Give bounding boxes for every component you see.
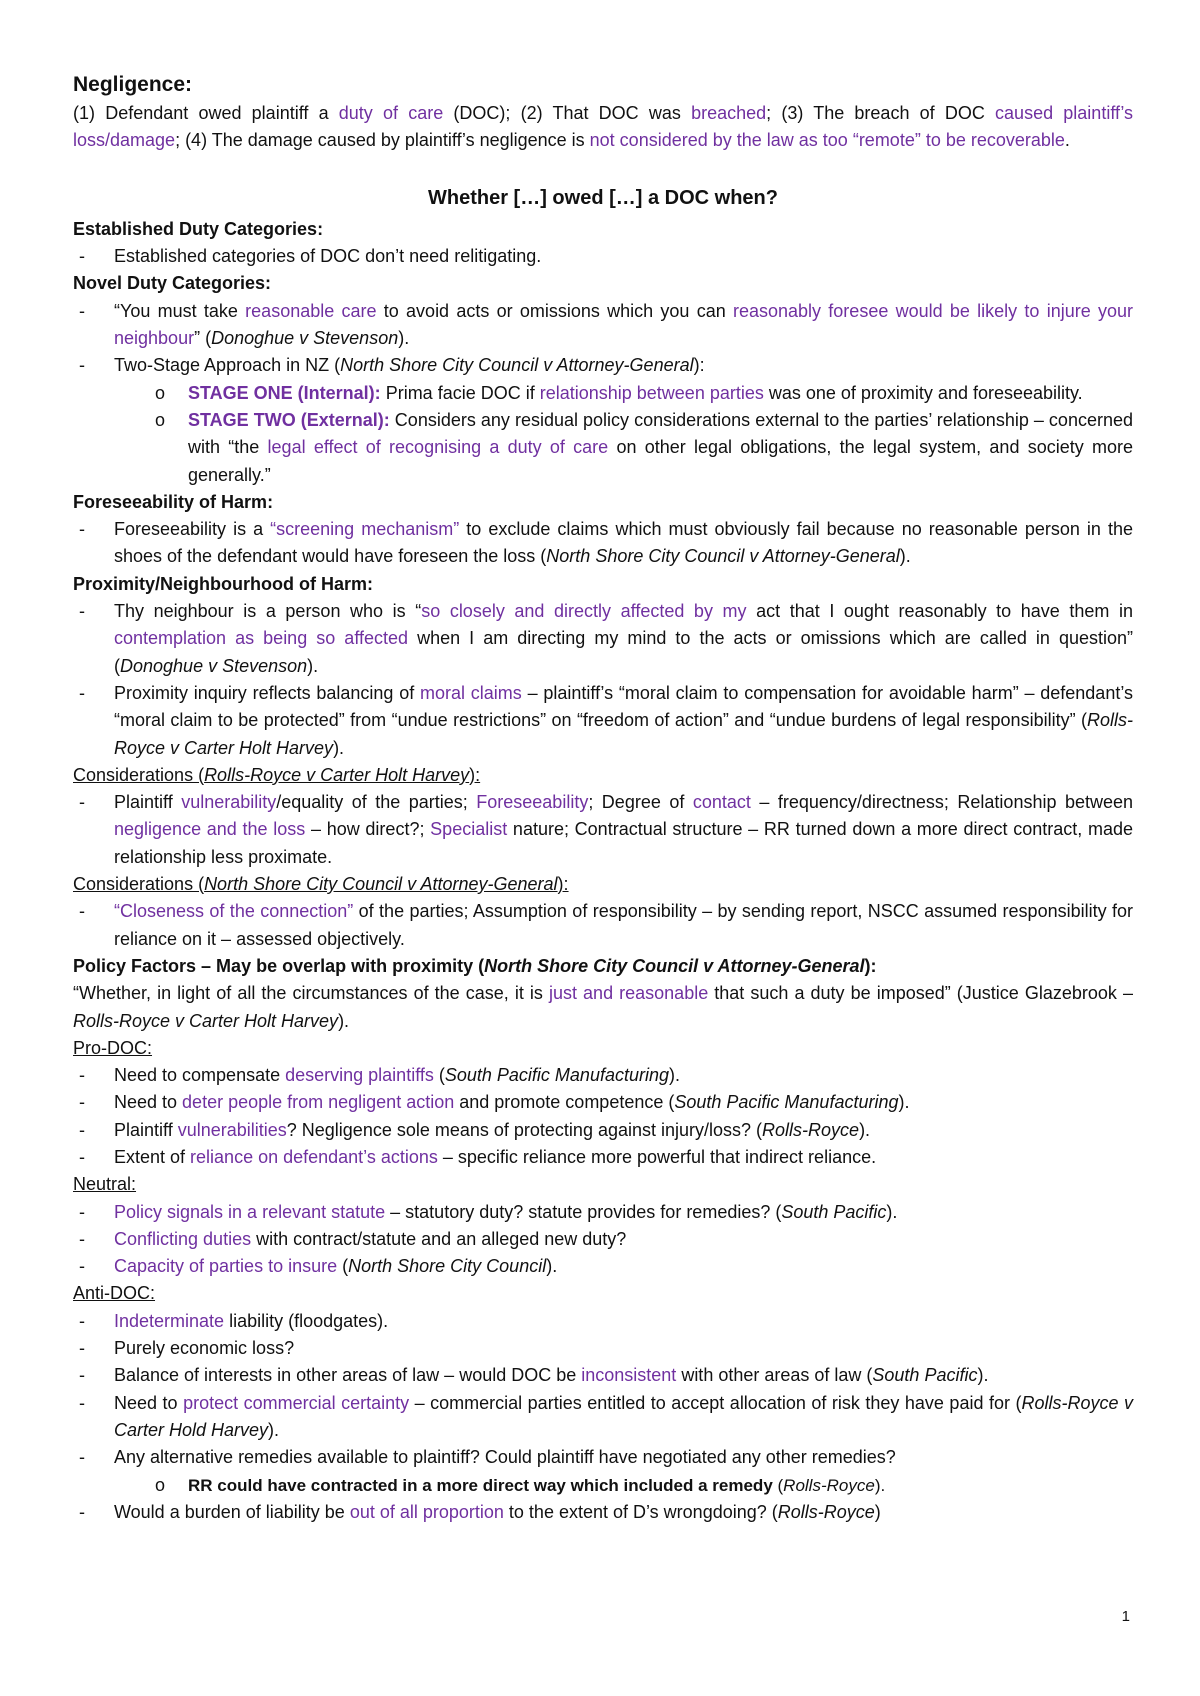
text-run: Balance of interests in other areas of law – would DOC be bbox=[114, 1365, 582, 1386]
highlight-text: reliance on defendant’s actions bbox=[190, 1146, 438, 1167]
dash-list bbox=[73, 516, 1133, 571]
list-item bbox=[73, 1335, 1133, 1362]
text-run: ? Negligence sole means of protecting against injury/loss? ( bbox=[286, 1119, 763, 1140]
highlight-text: so closely and directly affected by my bbox=[421, 601, 747, 622]
text-run: Considers any residual policy considerations external to the parties’ relationship – concerned with “the bbox=[188, 409, 1133, 458]
text-run: – commercial parties entitled to accept allocation of risk they have paid for ( bbox=[409, 1392, 1022, 1413]
list-item bbox=[73, 1089, 1133, 1116]
case-citation: Rolls-Royce bbox=[783, 1475, 875, 1495]
case-citation: North Shore City Council bbox=[348, 1256, 547, 1277]
circle-bullet-icon: o bbox=[155, 382, 166, 403]
paragraph bbox=[73, 980, 1133, 1035]
dash-list bbox=[73, 789, 1133, 871]
text-run: ). bbox=[898, 1092, 910, 1113]
dash-list bbox=[73, 898, 1133, 953]
text-run: – how direct?; bbox=[305, 819, 431, 840]
text-run: act that I ought reasonably to have them in bbox=[746, 601, 1133, 622]
subheading bbox=[73, 571, 1133, 598]
text-run: Need to compensate bbox=[114, 1065, 286, 1086]
text-run: that such a duty be imposed” (Justice Glazebrook – bbox=[708, 983, 1134, 1004]
text-run: ; Degree of bbox=[588, 792, 693, 813]
highlight-text: legal effect of recognising a duty of care bbox=[267, 437, 609, 458]
text-run: nature; Contractual structure – RR turned down a more direct contract, made relationship less proximate. bbox=[114, 819, 1134, 867]
list-item bbox=[73, 1144, 1133, 1171]
text-run: – specific reliance more powerful that indirect reliance. bbox=[437, 1146, 877, 1167]
case-citation: Rolls-Royce v Carter Hold Harvey bbox=[114, 1392, 1134, 1440]
text-run: Extent of bbox=[114, 1146, 191, 1167]
case-citation: Donoghue v Stevenson bbox=[120, 655, 308, 676]
list-item bbox=[73, 243, 1133, 270]
text-run: – plaintiff’s “moral claim to compensation for avoidable harm” – defendant’s “moral claim to be protected” from “undue restrictions” on “freedom of action” and “undue burdens of legal responsibility” ( bbox=[114, 682, 1134, 731]
text-run: Policy Factors – May be overlap with proximity ( bbox=[73, 955, 485, 976]
case-citation: South Pacific Manufacturing bbox=[444, 1065, 669, 1086]
highlight-text: relationship between parties bbox=[539, 382, 764, 403]
highlight-text: contact bbox=[692, 792, 751, 813]
text-run: Pro-DOC: bbox=[73, 1037, 153, 1058]
text-run: and promote competence ( bbox=[454, 1092, 675, 1113]
text-run: – frequency/directness; Relationship between bbox=[750, 792, 1134, 813]
text-run: Proximity inquiry reflects balancing of bbox=[114, 682, 421, 703]
subheading bbox=[73, 270, 1133, 297]
text-run: ( bbox=[772, 1475, 784, 1495]
text-run: ). bbox=[859, 1119, 871, 1140]
subheading bbox=[73, 871, 1133, 898]
list-item bbox=[73, 1253, 1133, 1280]
text-run: Need to bbox=[114, 1092, 183, 1113]
text-run: Established Duty Categories: bbox=[73, 218, 324, 239]
text-run: with other areas of law ( bbox=[676, 1365, 873, 1386]
text-run: Foreseeability of Harm: bbox=[73, 491, 274, 512]
highlight-text: just and reasonable bbox=[548, 983, 709, 1004]
text-run: “You must take bbox=[114, 300, 246, 321]
highlight-text: deter people from negligent action bbox=[182, 1092, 455, 1113]
sub-list-item bbox=[73, 1472, 1133, 1499]
case-citation: Rolls-Royce v Carter Holt Harvey bbox=[204, 764, 470, 785]
case-citation: North Shore City Council v Attorney-General bbox=[484, 955, 865, 976]
text-run: “Whether, in light of all the circumstances of the case, it is bbox=[73, 983, 549, 1004]
highlight-text: out of all proportion bbox=[349, 1501, 504, 1522]
text-run: ). bbox=[669, 1065, 680, 1086]
text-run: (1) Defendant owed plaintiff a bbox=[73, 103, 339, 123]
highlight-text: negligence and the loss bbox=[114, 819, 306, 840]
text-run: ” ( bbox=[194, 328, 212, 349]
subheading bbox=[73, 1171, 1133, 1198]
highlight-text: duty of care bbox=[338, 103, 444, 123]
intro-paragraph bbox=[73, 100, 1133, 155]
text-run: /equality of the parties; bbox=[276, 792, 477, 813]
text-run: ): bbox=[557, 874, 569, 895]
list-item bbox=[73, 1226, 1133, 1253]
dash-list bbox=[73, 1199, 1133, 1281]
sub-list-item bbox=[73, 407, 1133, 489]
highlight-text: Capacity of parties to insure bbox=[114, 1256, 338, 1277]
text-run: ; (4) The damage caused by plaintiff’s negligence is bbox=[175, 130, 590, 151]
case-citation: South Pacific bbox=[781, 1201, 887, 1222]
page-number: 1 bbox=[1121, 1608, 1130, 1625]
dash-list bbox=[73, 243, 1133, 270]
dash-list bbox=[73, 1499, 1133, 1526]
text-run: with contract/statute and an alleged new duty? bbox=[251, 1228, 627, 1249]
text-run: liability (floodgates). bbox=[224, 1310, 389, 1331]
circle-bullet-icon: o bbox=[155, 409, 166, 430]
text-run: ). bbox=[874, 1475, 886, 1495]
circle-bullet-icon: o bbox=[155, 1474, 166, 1495]
text-run: ). bbox=[977, 1365, 989, 1386]
list-item bbox=[73, 298, 1133, 353]
text-run: ). bbox=[268, 1419, 280, 1440]
text-run: to avoid acts or omissions which you can bbox=[376, 300, 733, 321]
highlight-text: caused plaintiff’s loss/damage bbox=[73, 103, 1133, 151]
text-run: when I am directing my mind to the acts or omissions which are called in question” ( bbox=[114, 628, 1134, 676]
text-run: Two-Stage Approach in NZ ( bbox=[114, 355, 341, 376]
subheading bbox=[73, 1280, 1133, 1307]
text-run: – statutory duty? statute provides for remedies? ( bbox=[385, 1201, 782, 1222]
highlight-text: contemplation as being so affected bbox=[114, 628, 409, 649]
list-item bbox=[73, 516, 1133, 571]
highlight-text: reasonably foresee would be likely to injure your neighbour bbox=[114, 300, 1133, 349]
text-run: (DOC); (2) That DOC was bbox=[443, 103, 692, 123]
text-run: Foreseeability is a bbox=[114, 519, 271, 540]
content-body bbox=[73, 216, 1133, 1526]
list-item bbox=[73, 598, 1133, 680]
text-run: ). bbox=[546, 1256, 558, 1277]
highlight-text: vulnerability bbox=[181, 792, 277, 813]
list-item bbox=[73, 1062, 1133, 1089]
highlight-text: Conflicting duties bbox=[114, 1228, 252, 1249]
text-run: . bbox=[1064, 130, 1070, 151]
subheading bbox=[73, 216, 1133, 243]
stage-label: STAGE ONE (Internal): bbox=[188, 382, 381, 403]
page-title: Negligence: bbox=[73, 73, 193, 96]
case-citation: Rolls-Royce bbox=[762, 1119, 860, 1140]
case-citation: North Shore City Council v Attorney-General bbox=[340, 355, 694, 376]
case-citation: Donoghue v Stevenson bbox=[211, 328, 399, 349]
text-run: of the parties; Assumption of responsibility – by sending report, NSCC assumed responsibility for reliance on it – assessed objectively. bbox=[114, 901, 1133, 949]
highlight-text: “screening mechanism” bbox=[270, 519, 460, 540]
dash-list bbox=[73, 298, 1133, 380]
text-run: Purely economic loss? bbox=[114, 1338, 295, 1359]
list-item bbox=[73, 1308, 1133, 1335]
text-run: to exclude claims which must obviously fail because no reasonable person in the shoes of the defendant would have foreseen the loss ( bbox=[114, 519, 1133, 567]
document-page bbox=[73, 70, 1133, 1526]
text-run: ). bbox=[307, 655, 319, 676]
case-citation: Rolls-Royce v Carter Holt Harvey bbox=[114, 710, 1133, 758]
text-run: ). bbox=[338, 1010, 350, 1031]
text-run: Considerations ( bbox=[73, 764, 205, 785]
text-run: Would a burden of liability be bbox=[114, 1501, 350, 1522]
list-item bbox=[73, 1117, 1133, 1144]
text-run: Need to bbox=[114, 1392, 184, 1413]
text-run: ( bbox=[433, 1065, 445, 1086]
text-run: Considerations ( bbox=[73, 874, 205, 895]
text-run: Plaintiff bbox=[114, 792, 182, 813]
text-run: RR could have contracted in a more direct way which included a remedy bbox=[188, 1475, 773, 1495]
text-run: ). bbox=[398, 328, 410, 349]
text-run: ): bbox=[864, 955, 877, 976]
subheading bbox=[73, 953, 1133, 980]
case-citation: North Shore City Council v Attorney-General bbox=[204, 874, 558, 895]
text-run: Established categories of DOC don’t need relitigating. bbox=[114, 246, 542, 267]
section-heading: Whether […] owed […] a DOC when? bbox=[428, 186, 778, 209]
text-run: ). bbox=[899, 546, 911, 567]
sub-list-item bbox=[73, 380, 1133, 407]
sub-list bbox=[73, 1472, 1133, 1499]
text-run: ): bbox=[469, 764, 481, 785]
subheading bbox=[73, 762, 1133, 789]
text-run: Anti-DOC: bbox=[73, 1283, 156, 1304]
list-item bbox=[73, 1199, 1133, 1226]
case-citation: South Pacific Manufacturing bbox=[674, 1092, 899, 1113]
highlight-text: reasonable care bbox=[245, 300, 377, 321]
text-run: Thy neighbour is a person who is “ bbox=[114, 601, 422, 622]
highlight-text: breached bbox=[691, 103, 767, 123]
highlight-text: Policy signals in a relevant statute bbox=[114, 1201, 386, 1222]
subheading bbox=[73, 1035, 1133, 1062]
list-item bbox=[73, 898, 1133, 953]
list-item bbox=[73, 1390, 1133, 1445]
text-run: Novel Duty Categories: bbox=[73, 273, 272, 294]
subheading bbox=[73, 489, 1133, 516]
text-run: on other legal obligations, the legal system, and society more generally.” bbox=[188, 437, 1133, 485]
highlight-text: vulnerabilities bbox=[177, 1119, 287, 1140]
dash-list bbox=[73, 1308, 1133, 1472]
list-item bbox=[73, 1444, 1133, 1471]
text-run: ( bbox=[337, 1256, 349, 1277]
list-item bbox=[73, 1362, 1133, 1389]
text-run: ; (3) The breach of DOC bbox=[766, 103, 996, 123]
text-run: Plaintiff bbox=[114, 1119, 178, 1140]
text-run: ). bbox=[333, 737, 345, 758]
highlight-text: deserving plaintiffs bbox=[285, 1065, 434, 1086]
text-run: to the extent of D’s wrongdoing? ( bbox=[503, 1501, 778, 1522]
text-run: Proximity/Neighbourhood of Harm: bbox=[73, 573, 374, 594]
text-run: Neutral: bbox=[73, 1174, 137, 1195]
highlight-text: Foreseeability bbox=[476, 792, 589, 813]
text-run: ) bbox=[874, 1501, 881, 1522]
highlight-text: inconsistent bbox=[581, 1365, 677, 1386]
text-run: was one of proximity and foreseeability. bbox=[763, 382, 1083, 403]
dash-list bbox=[73, 1062, 1133, 1171]
list-item bbox=[73, 352, 1133, 379]
list-item bbox=[73, 680, 1133, 762]
list-item bbox=[73, 1499, 1133, 1526]
highlight-text: Specialist bbox=[430, 819, 508, 840]
list-item bbox=[73, 789, 1133, 871]
stage-label: STAGE TWO (External): bbox=[188, 409, 390, 430]
case-citation: South Pacific bbox=[872, 1365, 978, 1386]
highlight-text: Indeterminate bbox=[114, 1310, 225, 1331]
highlight-text: not considered by the law as too “remote” to be recoverable bbox=[589, 130, 1065, 151]
case-citation: Rolls-Royce v Carter Holt Harvey bbox=[73, 1010, 339, 1031]
case-citation: Rolls-Royce bbox=[777, 1501, 875, 1522]
text-run: ). bbox=[886, 1201, 898, 1222]
text-run: Prima facie DOC if bbox=[380, 382, 540, 403]
highlight-text: moral claims bbox=[420, 682, 522, 703]
sub-list bbox=[73, 380, 1133, 489]
text-run: ): bbox=[693, 355, 705, 376]
highlight-text: “Closeness of the connection” bbox=[114, 901, 354, 922]
case-citation: North Shore City Council v Attorney-General bbox=[546, 546, 900, 567]
highlight-text: protect commercial certainty bbox=[183, 1392, 410, 1413]
text-run: Any alternative remedies available to plaintiff? Could plaintiff have negotiated any other remedies? bbox=[114, 1447, 896, 1468]
dash-list bbox=[73, 598, 1133, 762]
